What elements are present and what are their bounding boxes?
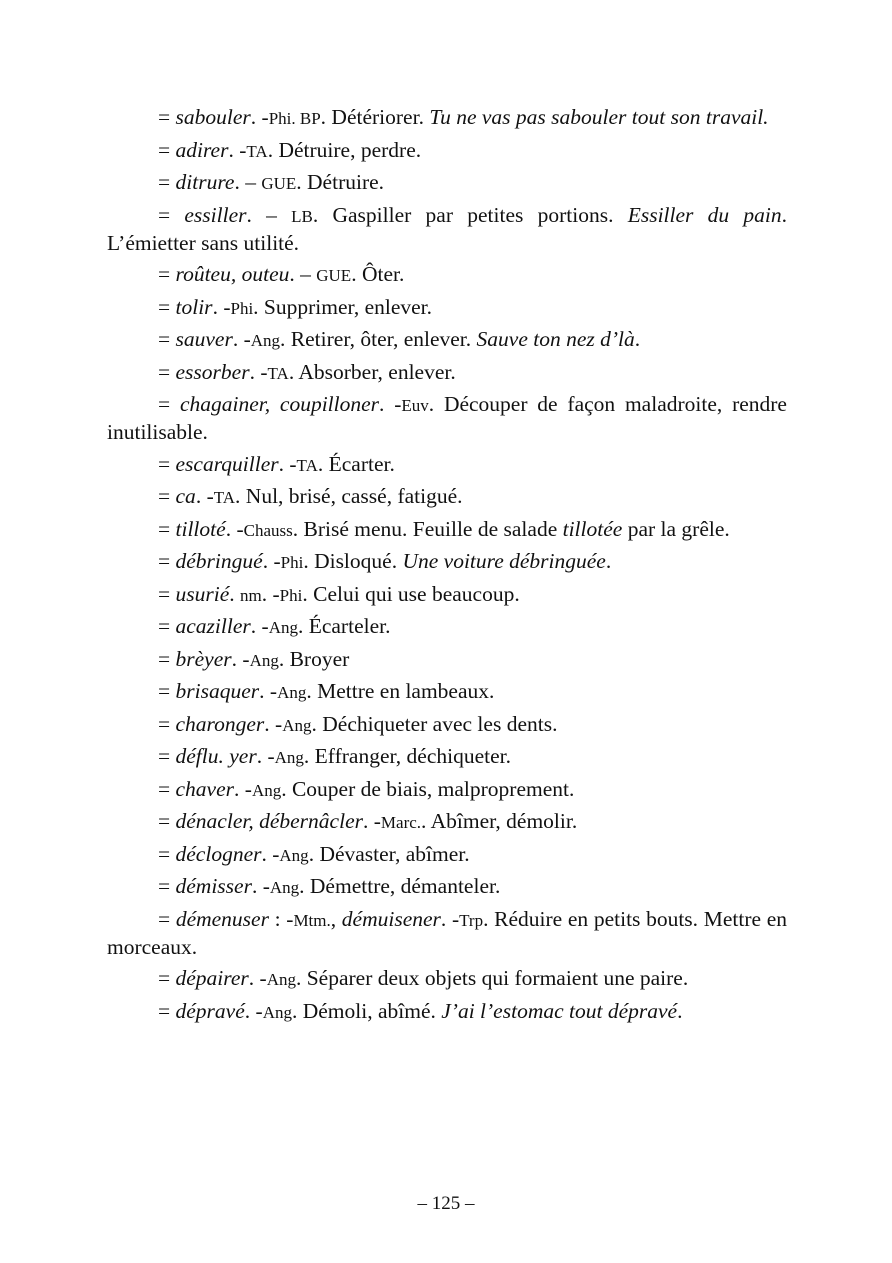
entry-text: par la grêle. bbox=[622, 516, 730, 541]
entry-text: . Broyer bbox=[278, 646, 350, 671]
entry-source-abbreviation: Trp bbox=[459, 910, 484, 930]
page-number: – 125 – bbox=[417, 1193, 475, 1214]
entry-text: = bbox=[158, 105, 176, 129]
entry-italic-text: J’ai l’estomac tout dépravé bbox=[441, 998, 678, 1023]
entry-text: . - bbox=[212, 294, 231, 319]
entry-text: = bbox=[158, 202, 185, 227]
dictionary-entry bbox=[107, 548, 787, 576]
entry-italic-text: brèyer bbox=[175, 646, 232, 671]
entry-text: . - bbox=[278, 451, 297, 476]
entry-text: = bbox=[158, 776, 176, 801]
entry-text: . - bbox=[251, 874, 270, 898]
entry-text: . Détruire. bbox=[296, 170, 385, 194]
entry-source-abbreviation: GUE bbox=[261, 174, 297, 193]
entry-italic-text: Essiller du pain bbox=[627, 202, 782, 227]
entry-italic-text: usurié bbox=[175, 581, 230, 606]
entry-text: . L’émietter sans utilité. bbox=[107, 202, 787, 255]
dictionary-entry bbox=[107, 841, 787, 869]
entry-source-abbreviation: Ang bbox=[251, 780, 282, 800]
entry-text: = bbox=[158, 614, 176, 638]
entry-italic-text: déflu. yer bbox=[175, 744, 257, 768]
entry-text: . Celui qui use beaucoup. bbox=[302, 581, 520, 606]
entry-italic-text: débringué bbox=[175, 549, 263, 573]
dictionary-entry bbox=[107, 646, 787, 674]
entry-text: = bbox=[158, 137, 176, 162]
entry-text: = bbox=[158, 906, 176, 931]
entry-source-abbreviation: Chauss bbox=[243, 520, 293, 540]
dictionary-entry bbox=[107, 359, 787, 387]
entry-italic-text: Une voiture débringuée bbox=[402, 549, 606, 573]
entry-text: . Brisé menu. Feuille de salade bbox=[292, 516, 563, 541]
entry-text: = bbox=[158, 646, 176, 671]
dictionary-entry bbox=[107, 169, 787, 197]
entry-text: = bbox=[158, 966, 176, 990]
entry-source-abbreviation: Ang bbox=[282, 715, 312, 735]
entry-italic-text: essiller bbox=[184, 202, 247, 227]
entry-text: . - bbox=[259, 679, 278, 703]
entry-source-abbreviation: TA bbox=[246, 141, 268, 161]
entry-source-abbreviation: Ang bbox=[262, 1002, 292, 1022]
entry-text: = bbox=[158, 549, 176, 573]
entry-text: = bbox=[158, 484, 176, 508]
entry-italic-text: Sauve ton nez d’là bbox=[476, 327, 635, 351]
entry-italic-text: ca bbox=[175, 484, 196, 508]
entry-text: . – bbox=[246, 202, 292, 227]
dictionary-entry bbox=[107, 261, 787, 289]
entry-italic-text: essorber bbox=[175, 359, 250, 384]
entry-text: , bbox=[330, 906, 342, 931]
entry-text: . Écarteler. bbox=[297, 614, 391, 638]
entry-text: . Gaspiller par petites portions. bbox=[312, 202, 628, 227]
entry-text: . Réduire en petits bouts. Mettre en morceaux. bbox=[107, 906, 787, 959]
entry-text: . – bbox=[289, 262, 317, 286]
entry-text: . - bbox=[249, 359, 268, 384]
dictionary-page-body bbox=[107, 104, 787, 1030]
entry-text: . - bbox=[261, 581, 280, 606]
entry-text: . Démettre, démanteler. bbox=[299, 874, 501, 898]
entry-text: . Détruire, perdre. bbox=[267, 137, 422, 162]
entry-text: . - bbox=[440, 906, 460, 931]
entry-italic-text: ditrure bbox=[175, 170, 235, 194]
entry-italic-text: tolir bbox=[175, 294, 213, 319]
entry-italic-text: tilloté bbox=[175, 516, 226, 541]
entry-source-abbreviation: LB bbox=[291, 206, 313, 226]
entry-text: = bbox=[158, 516, 176, 541]
entry-italic-text: dépairer bbox=[175, 966, 249, 990]
entry-text: . bbox=[634, 327, 641, 351]
entry-text: = bbox=[158, 581, 176, 606]
entry-text: . - bbox=[228, 137, 247, 162]
entry-text: . Abîmer, démolir. bbox=[421, 809, 578, 833]
entry-text: = bbox=[158, 998, 176, 1023]
entry-text: . - bbox=[248, 966, 267, 990]
dictionary-entry bbox=[107, 808, 787, 836]
entry-text: . - bbox=[261, 841, 280, 866]
entry-text: . Dévaster, abîmer. bbox=[308, 841, 470, 866]
dictionary-entry bbox=[107, 326, 787, 354]
entry-text: = bbox=[158, 679, 176, 703]
entry-text: = bbox=[158, 744, 176, 768]
entry-source-abbreviation: Phi bbox=[279, 585, 303, 605]
entry-source-abbreviation: Ang bbox=[266, 970, 296, 989]
entry-text: . Démoli, abîmé. bbox=[291, 998, 442, 1023]
entry-source-abbreviation: Ang bbox=[279, 845, 309, 865]
entry-text: . - bbox=[262, 549, 281, 573]
dictionary-entry bbox=[107, 202, 787, 257]
entry-text: . Mettre en lambeaux. bbox=[306, 679, 495, 703]
entry-text: = bbox=[158, 262, 176, 286]
entry-source-abbreviation: Marc. bbox=[380, 813, 422, 832]
entry-text: = bbox=[158, 809, 176, 833]
entry-text: . bbox=[677, 998, 683, 1023]
entry-text: . - bbox=[232, 327, 251, 351]
entry-source-abbreviation: Ang bbox=[274, 748, 304, 767]
dictionary-entry bbox=[107, 391, 787, 446]
entry-text: . - bbox=[250, 105, 269, 129]
entry-italic-text: dépravé bbox=[175, 998, 245, 1023]
entry-text: = bbox=[158, 874, 176, 898]
entry-source-abbreviation: Ang bbox=[250, 331, 281, 350]
entry-italic-text: brisaquer bbox=[175, 679, 260, 703]
dictionary-entry bbox=[107, 483, 787, 511]
entry-text: = bbox=[158, 711, 176, 736]
entry-text: : - bbox=[268, 906, 294, 931]
entry-text: . - bbox=[250, 614, 269, 638]
dictionary-entry bbox=[107, 581, 787, 609]
entry-italic-text: chaver bbox=[175, 776, 235, 801]
dictionary-entry bbox=[107, 137, 787, 165]
entry-text: . Nul, brisé, cassé, fatigué. bbox=[235, 484, 463, 508]
entry-source-abbreviation: TA bbox=[213, 488, 236, 507]
entry-text: . - bbox=[256, 744, 275, 768]
dictionary-entry bbox=[107, 294, 787, 322]
dictionary-entry bbox=[107, 743, 787, 771]
entry-text: . Séparer deux objets qui formaient une paire. bbox=[295, 966, 689, 990]
entry-italic-text: démisser bbox=[175, 874, 252, 898]
entry-text: . – bbox=[234, 170, 262, 194]
entry-text: . - bbox=[225, 516, 244, 541]
entry-source-abbreviation: Ang bbox=[277, 683, 307, 702]
entry-text: = bbox=[158, 451, 176, 476]
entry-text: . - bbox=[379, 392, 402, 416]
entry-text: = bbox=[158, 359, 176, 384]
dictionary-entry bbox=[107, 678, 787, 706]
entry-source-abbreviation: TA bbox=[267, 363, 289, 383]
entry-text: . - bbox=[244, 998, 263, 1023]
entry-text: . Disloqué. bbox=[303, 549, 403, 573]
entry-text: . - bbox=[234, 776, 252, 801]
entry-source-abbreviation: Ang bbox=[249, 650, 279, 670]
entry-italic-text: sauver bbox=[175, 327, 233, 351]
dictionary-entry bbox=[107, 451, 787, 479]
entry-italic-text: Tu ne vas pas sabouler tout son travail. bbox=[429, 105, 769, 129]
entry-text: . Découper de façon maladroite, rendre inutilisable. bbox=[107, 392, 787, 444]
entry-italic-text: chagainer, coupilloner bbox=[179, 392, 380, 416]
entry-text: . Détériorer. bbox=[320, 105, 430, 129]
entry-source-abbreviation: Ang bbox=[269, 878, 300, 897]
entry-text: = bbox=[158, 327, 176, 351]
entry-source-abbreviation: nm bbox=[240, 585, 262, 605]
entry-text: . bbox=[605, 549, 612, 573]
entry-text: . - bbox=[362, 809, 381, 833]
entry-text: . Absorber, enlever. bbox=[288, 359, 456, 384]
dictionary-entry bbox=[107, 776, 787, 804]
dictionary-entry bbox=[107, 104, 787, 132]
entry-italic-text: roûteu, outeu bbox=[175, 262, 290, 286]
entry-text: . - bbox=[195, 484, 214, 508]
entry-source-abbreviation: Phi bbox=[280, 553, 304, 572]
entry-italic-text: dénacler, débernâcler bbox=[175, 809, 363, 833]
entry-text: . Retirer, ôter, enlever. bbox=[280, 327, 477, 351]
entry-italic-text: démuisener bbox=[341, 906, 441, 931]
entry-source-abbreviation: Phi bbox=[230, 298, 254, 318]
dictionary-entry bbox=[107, 613, 787, 641]
dictionary-entry bbox=[107, 711, 787, 739]
entry-source-abbreviation: TA bbox=[296, 455, 318, 475]
entry-text: . Supprimer, enlever. bbox=[253, 294, 433, 319]
entry-text: = bbox=[158, 294, 176, 319]
dictionary-entry bbox=[107, 873, 787, 901]
entry-italic-text: déclogner bbox=[175, 841, 262, 866]
entry-text: = bbox=[158, 392, 180, 416]
dictionary-entry bbox=[107, 998, 787, 1026]
entry-italic-text: sabouler bbox=[175, 105, 251, 129]
entry-text: . bbox=[229, 581, 241, 606]
entry-text: . Déchiqueter avec les dents. bbox=[311, 711, 558, 736]
dictionary-entry bbox=[107, 965, 787, 993]
entry-italic-text: charonger bbox=[175, 711, 265, 736]
entry-text: . Effranger, déchiqueter. bbox=[303, 744, 511, 768]
entry-text: . Ôter. bbox=[351, 262, 405, 286]
dictionary-entry bbox=[107, 516, 787, 544]
entry-text: = bbox=[158, 170, 176, 194]
entry-source-abbreviation: Phi. BP bbox=[268, 109, 321, 128]
entry-text: . - bbox=[264, 711, 283, 736]
entry-source-abbreviation: Euv bbox=[401, 396, 429, 415]
entry-italic-text: tillotée bbox=[562, 516, 623, 541]
entry-text: . Écarter. bbox=[317, 451, 395, 476]
entry-text: . - bbox=[231, 646, 250, 671]
entry-text: = bbox=[158, 841, 176, 866]
entry-source-abbreviation: Mtm. bbox=[293, 910, 331, 930]
entry-italic-text: escarquiller bbox=[175, 451, 279, 476]
entry-italic-text: démenuser bbox=[175, 906, 269, 931]
entry-source-abbreviation: Ang bbox=[268, 618, 298, 637]
entry-italic-text: acaziller bbox=[175, 614, 251, 638]
entry-text: . Couper de biais, malproprement. bbox=[281, 776, 575, 801]
entry-italic-text: adirer bbox=[175, 137, 229, 162]
dictionary-entry bbox=[107, 906, 787, 961]
entry-source-abbreviation: GUE bbox=[316, 266, 352, 285]
